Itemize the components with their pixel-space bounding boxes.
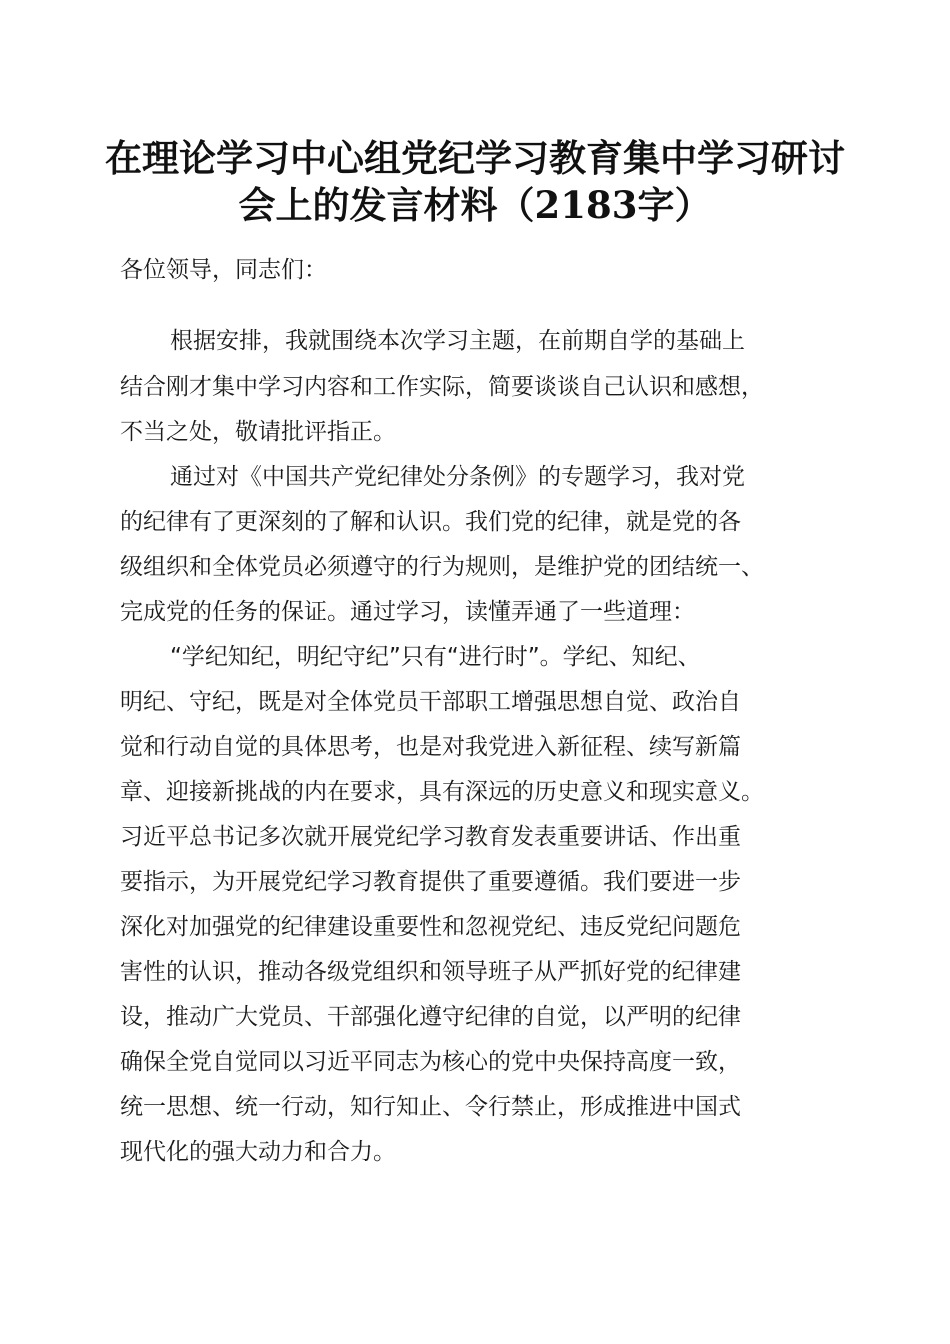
salutation: 各位领导，同志们： [120,257,327,283]
paragraph-line: 习近平总书记多次就开展党纪学习教育发表重要讲话、作出重 [120,824,741,850]
paragraph-line: “学纪知纪，明纪守纪”只有“进行时”。学纪、知纪、 [170,644,701,670]
paragraph-line: 现代化的强大动力和合力。 [120,1139,396,1165]
paragraph-line: 统一思想、统一行动，知行知止、令行禁止，形成推进中国式 [120,1094,741,1120]
paragraph-line: 章、迎接新挑战的内在要求，具有深远的历史意义和现实意义。 [120,779,764,805]
paragraph-line: 害性的认识，推动各级党组织和领导班子从严抓好党的纪律建 [120,959,741,985]
paragraph-line: 确保全党自觉同以习近平同志为核心的党中央保持高度一致， [120,1049,741,1075]
paragraph-line: 深化对加强党的纪律建设重要性和忽视党纪、违反党纪问题危 [120,914,741,940]
paragraph-line: 完成党的任务的保证。通过学习，读懂弄通了一些道理： [120,599,695,625]
paragraph-line: 根据安排，我就围绕本次学习主题，在前期自学的基础上 [170,328,745,354]
paragraph-line: 觉和行动自觉的具体思考，也是对我党进入新征程、续写新篇 [120,734,741,760]
paragraph-line: 不当之处，敬请批评指正。 [120,419,396,445]
paragraph-line: 结合刚才集中学习内容和工作实际，简要谈谈自己认识和感想， [120,374,764,400]
paragraph-line: 要指示，为开展党纪学习教育提供了重要遵循。我们要进一步 [120,869,741,895]
document-title-line-2: 会上的发言材料（2183字） [238,183,712,227]
paragraph-line: 的纪律有了更深刻的了解和认识。我们党的纪律，就是党的各 [120,509,741,535]
paragraph-line: 设，推动广大党员、干部强化遵守纪律的自觉，以严明的纪律 [120,1004,741,1030]
paragraph-line: 通过对《中国共产党纪律处分条例》的专题学习，我对党 [170,464,745,490]
document-title-line-1: 在理论学习中心组党纪学习教育集中学习研讨 [105,136,845,180]
paragraph-line: 明纪、守纪，既是对全体党员干部职工增强思想自觉、政治自 [120,689,741,715]
paragraph-line: 级组织和全体党员必须遵守的行为规则，是维护党的团结统一、 [120,554,764,580]
